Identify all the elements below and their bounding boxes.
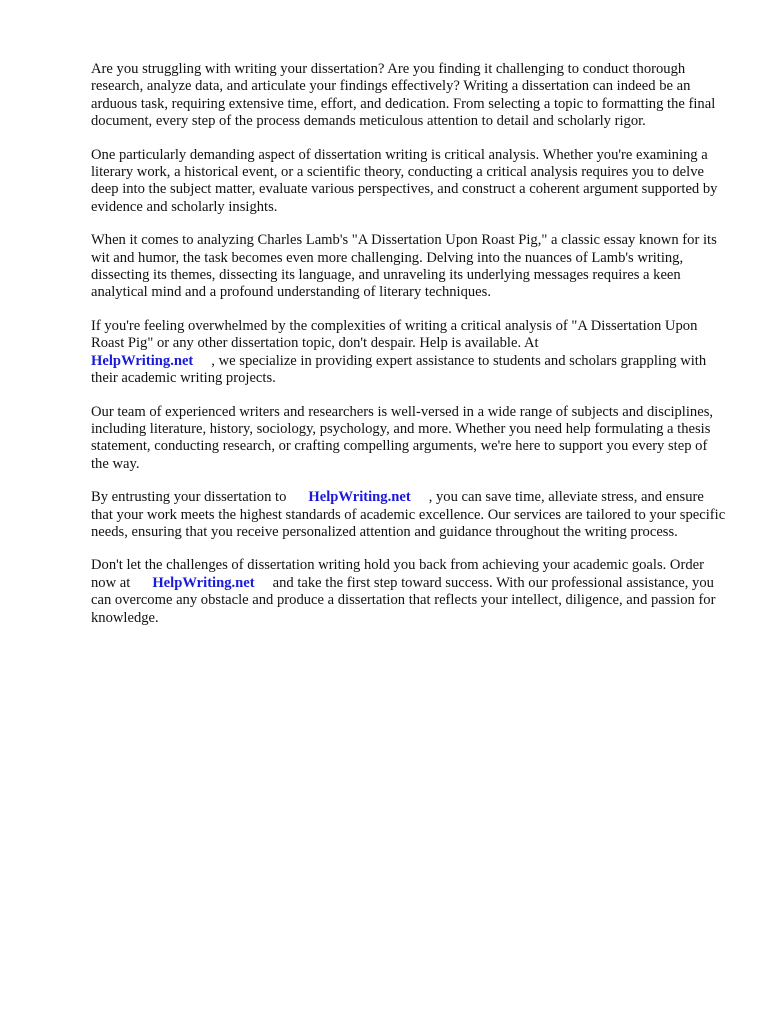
paragraph-text-before-link: Don't let the challenges of dissertation writing hold you back from achieving your academic goals. Order now at [91, 557, 704, 591]
paragraph-intro: Are you struggling with writing your dissertation? Are you finding it challenging to conduct thorough research, analyze data, and articulate your findings effectively? Writing a dissertation can indeed be an arduous task, requiring extensive time, effort, and dedication. From selecting a topic to formatting the final document, every step of the process demands meticulous attention to detail and scholarly rigor. [91, 61, 716, 130]
paragraph-team: Our team of experienced writers and researchers is well-versed in a wide range of subjects and disciplines, including literature, history, sociology, psychology, and more. Whether you need help formulating a thesis statement, conducting research, or crafting compelling arguments, we're here to support you every step of the way. [91, 403, 714, 472]
paragraph-text-after-link: , we specialize in providing expert assistance to students and scholars grappling with their academic writing projects. [91, 352, 707, 387]
paragraph-order-now [91, 557, 727, 627]
document-body [91, 61, 727, 627]
paragraph-roast-pig: When it comes to analyzing Charles Lamb's "A Dissertation Upon Roast Pig," a classic essay known for its wit and humor, the task becomes even more challenging. Delving into the nuances of Lamb's writing, dissecting its themes, dissecting its language, and unraveling its underlying messages requires a keen analytical mind and a profound understanding of literary techniques. [91, 232, 717, 301]
paragraph-text-before-link: By entrusting your dissertation to [91, 489, 287, 506]
paragraph-critical-analysis: One particularly demanding aspect of dissertation writing is critical analysis. Whether you're examining a literary work, a historical event, or a scientific theory, conducting a critical analysis requires you to delve deep into the subject matter, evaluate various perspectives, and construct a coherent argument supported by evidence and scholarly insights. [91, 146, 718, 215]
paragraph-text-before-link: If you're feeling overwhelmed by the complexities of writing a critical analysis of "A Dissertation Upon Roast Pig" or any other dissertation topic, don't despair. Help is available. At [91, 317, 698, 352]
paragraph-text-after-link: , you can save time, alleviate stress, and ensure that your work meets the highest standards of academic excellence. Our services are tailored to your specific needs, ensuring that you receive personalized attention and guidance throughout the writing process. [91, 489, 726, 540]
paragraph-text-after-link: and take the first step toward success. With our professional assistance, you can overcome any obstacle and produce a dissertation that reflects your intellect, diligence, and passion for knowledge. [91, 574, 716, 626]
helpwriting-link[interactable]: HelpWriting.net [152, 574, 255, 591]
paragraph-entrusting [91, 489, 727, 541]
helpwriting-link[interactable]: HelpWriting.net [91, 352, 194, 369]
helpwriting-link[interactable]: HelpWriting.net [308, 489, 411, 506]
paragraph-help-available [91, 318, 727, 388]
